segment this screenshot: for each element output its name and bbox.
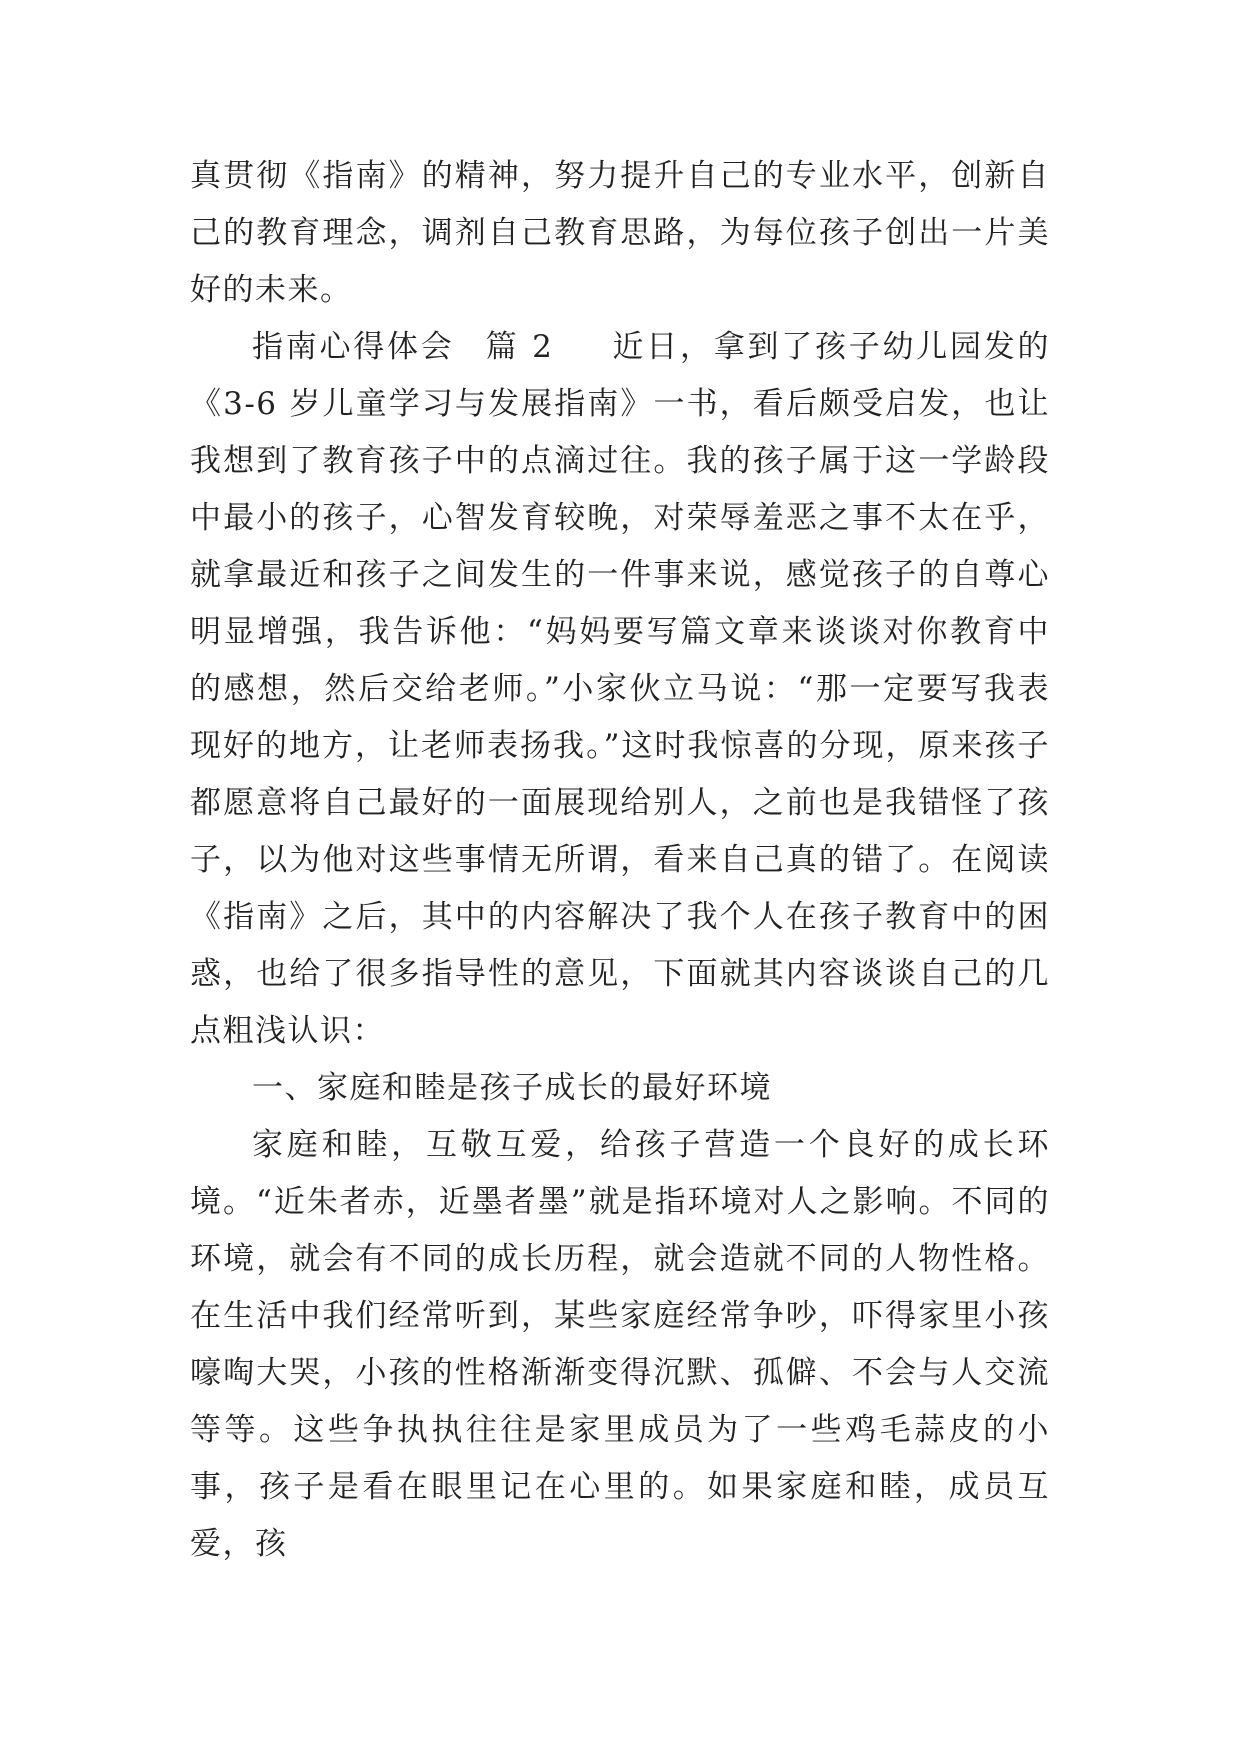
paragraph-section-2 bbox=[190, 319, 1050, 1060]
document-body bbox=[190, 148, 1050, 1573]
section-number: 篇 2 bbox=[484, 329, 554, 365]
paragraph-family-harmony: 家庭和睦，互敬互爱，给孩子营造一个良好的成长环境。“近朱者赤，近墨者墨”就是指环境对人之影响。不同的环境，就会有不同的成长历程，就会造就不同的人物性格。在生活中我们经常听到，某些家庭经常争吵，吓得家里小孩嚎啕大哭，小孩的性格渐渐变得沉默、孤僻、不会与人交流等等。这些争执执往往是家里成员为了一些鸡毛蒜皮的小事，孩子是看在眼里记在心里的。如果家庭和睦，成员互爱，孩 bbox=[190, 1127, 1050, 1562]
section-body-text: 近日，拿到了孩子幼儿园发的《3-6 岁儿童学习与发展指南》一书，看后颇受启发，也让我想到了教育孩子中的点滴过往。我的孩子属于这一学龄段中最小的孩子，心智发育较晚，对荣辱羞恶之事不太在乎，就拿最近和孩子之间发生的一件事来说，感觉孩子的自尊心明显增强，我告诉他：“妈妈要写篇文章来谈谈对你教育中的感想，然后交给老师。”小家伙立马说：“那一定要写我表现好的地方，让老师表扬我。”这时我惊喜的分现，原来孩子都愿意将自己最好的一面展现给别人，之前也是我错怪了孩子，以为他对这些事情无所谓，看来自己真的错了。在阅读《指南》之后，其中的内容解决了我个人在孩子教育中的困惑，也给了很多指导性的意见，下面就其内容谈谈自己的几点粗浅认识： bbox=[190, 329, 1051, 1049]
subheading-family-harmony: 一、家庭和睦是孩子成长的最好环境 bbox=[252, 1070, 772, 1106]
section-heading: 指南心得体会 bbox=[252, 329, 455, 365]
paragraph-continuation: 真贯彻《指南》的精神，努力提升自己的专业水平，创新自己的教育理念，调剂自己教育思路，为每位孩子创出一片美好的未来。 bbox=[190, 158, 1050, 308]
